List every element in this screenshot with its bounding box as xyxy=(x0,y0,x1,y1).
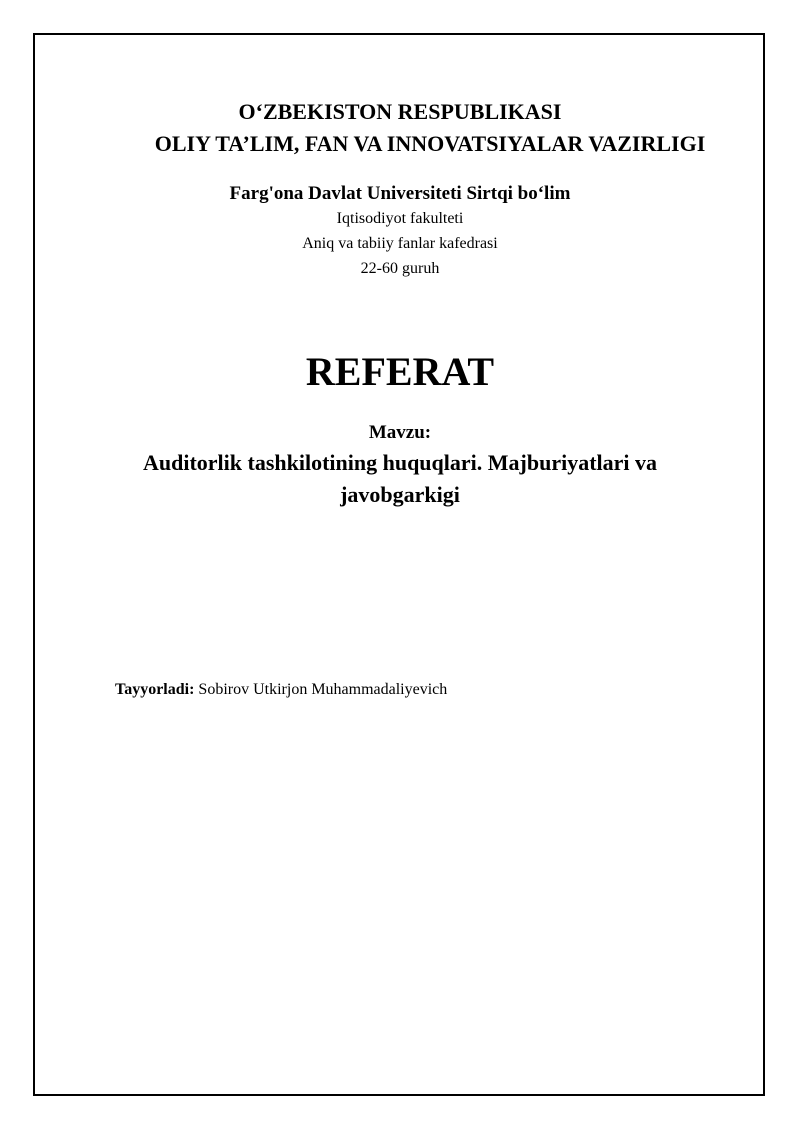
subject-label: Mavzu: xyxy=(368,422,432,443)
department-name: Aniq va tabiiy fanlar kafedrasi xyxy=(302,235,498,252)
university-name: Farg'ona Davlat Universiteti Sirtqi bo‘lim xyxy=(229,183,571,204)
group-name: 22-60 guruh xyxy=(360,260,440,277)
republic-heading: O‘ZBEKISTON RESPUBLIKASI xyxy=(238,99,562,124)
author-name: Sobirov Utkirjon Muhammadaliyevich xyxy=(198,681,448,698)
author-label: Tayyorladi: xyxy=(115,681,195,698)
faculty-name: Iqtisodiyot fakulteti xyxy=(336,210,464,227)
document-title: REFERAT xyxy=(305,349,495,394)
author-line xyxy=(115,682,447,698)
subject-line-1: Auditorlik tashkilotining huquqlari. Majburiyatlari va xyxy=(142,450,658,475)
ministry-heading: OLIY TA’LIM, FAN VA INNOVATSIYALAR VAZIRLIGI xyxy=(154,131,706,156)
subject-line-2: javobgarkigi xyxy=(340,482,460,507)
